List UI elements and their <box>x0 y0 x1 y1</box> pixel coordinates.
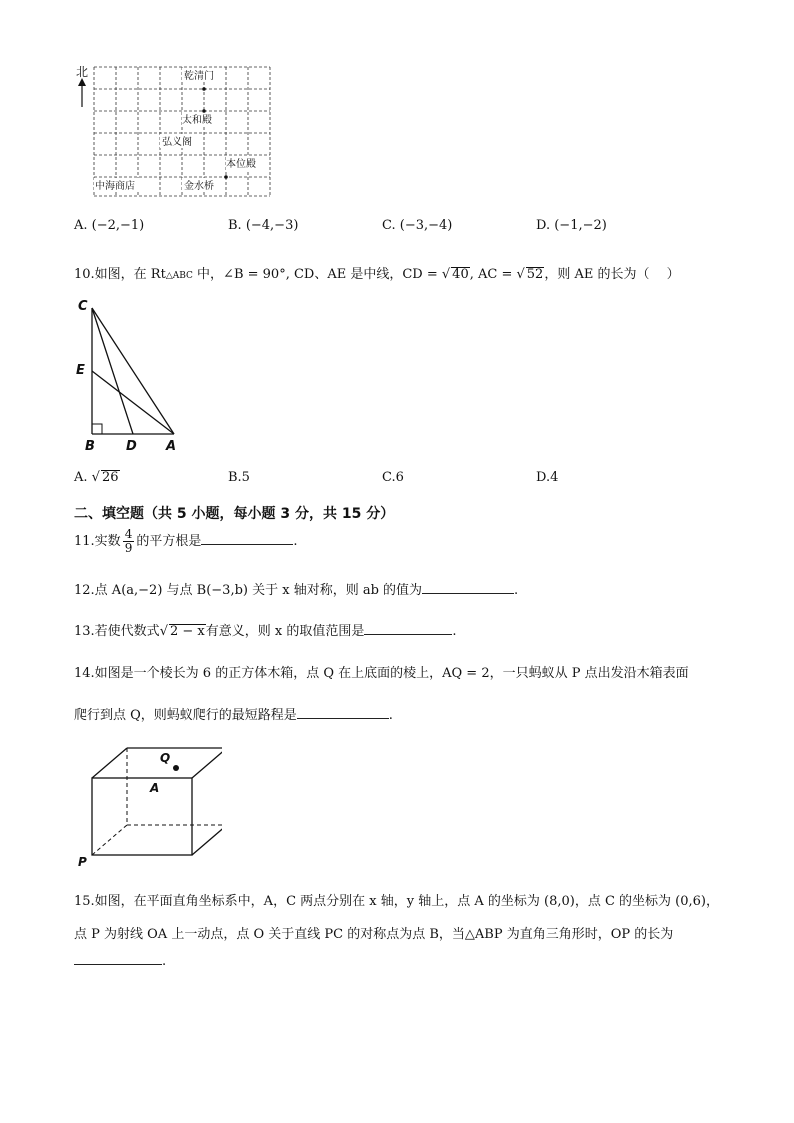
q9-option-b: B. (−4,−3) <box>228 218 299 233</box>
place-taihedian: 太和殿 <box>182 115 212 126</box>
q10-option-d: D.4 <box>536 470 559 485</box>
q11-answer-blank[interactable] <box>201 532 293 545</box>
q15-answer-blank[interactable] <box>74 952 162 965</box>
q14-stem-line1: 14.如图是一个棱长为 6 的正方体木箱，点 Q 在上底面的棱上，AQ = 2，一只蚂蚁从 P 点出发沿木箱表面 <box>74 666 689 681</box>
q13-stem: 13.若使代数式√ 2 − x有意义，则 x 的取值范围是 . <box>74 624 457 639</box>
q12-answer-blank[interactable] <box>422 581 514 594</box>
label-c: C <box>78 299 88 314</box>
q15-stem-line2: 点 P 为射线 OA 上一动点，点 O 关于直线 PC 的对称点为点 B，当△ABP 为直角三角形时，OP 的长为 <box>74 927 674 942</box>
q9-option-c: C. (−3,−4) <box>382 218 453 233</box>
label-b: B <box>85 439 95 454</box>
place-qianqingmen: 乾清门 <box>184 71 214 82</box>
label-q: Q <box>160 751 171 765</box>
label-a: A <box>150 781 160 795</box>
q14-cube-figure <box>72 740 222 870</box>
label-a: A <box>166 439 177 454</box>
place-benweidian: 本位殿 <box>226 159 256 170</box>
q9-option-a: A. (−2,−1) <box>74 218 145 233</box>
q9-option-d: D. (−1,−2) <box>536 218 607 233</box>
palace-map-figure <box>74 62 274 202</box>
section-2-heading: 二、填空题（共 5 小题，每小题 3 分，共 15 分） <box>74 506 395 522</box>
q10-triangle-figure <box>72 296 192 456</box>
q15-stem-line3: . <box>74 952 166 969</box>
q15-stem-line1: 15.如图，在平面直角坐标系中，A，C 两点分别在 x 轴，y 轴上，点 A 的坐标为 (8,0)，点 C 的坐标为 (0,6)， <box>74 894 719 909</box>
q10-option-c: C.6 <box>382 470 404 485</box>
q10-option-a: A. √ 26 <box>74 470 119 485</box>
label-d: D <box>126 439 137 454</box>
q14-stem-line2: 爬行到点 Q，则蚂蚁爬行的最短路程是 . <box>74 708 393 723</box>
label-e: E <box>76 363 85 378</box>
place-hongyige: 弘义阁 <box>162 137 192 148</box>
place-zhongguohaidian: 中海商店 <box>95 181 135 192</box>
q10-stem: 10.如图，在 Rt△ABC 中，∠B = 90°, CD、AE 是中线，CD = √ 40, AC = √ 52，则 AE 的长为（ ） <box>74 267 680 282</box>
north-label: 北 <box>76 65 89 79</box>
q12-stem: 12.点 A(a,−2) 与点 B(−3,b) 关于 x 轴对称，则 ab 的值为 . <box>74 583 519 598</box>
q11-stem: 11.实数 $\frac{4}{9}$ 的平方根是 . <box>74 527 298 555</box>
label-p: P <box>78 855 87 869</box>
q14-answer-blank[interactable] <box>297 706 389 719</box>
q10-option-b: B.5 <box>228 470 250 485</box>
q13-answer-blank[interactable] <box>364 622 452 635</box>
place-jinshuiqiao: 金水桥 <box>184 181 214 192</box>
